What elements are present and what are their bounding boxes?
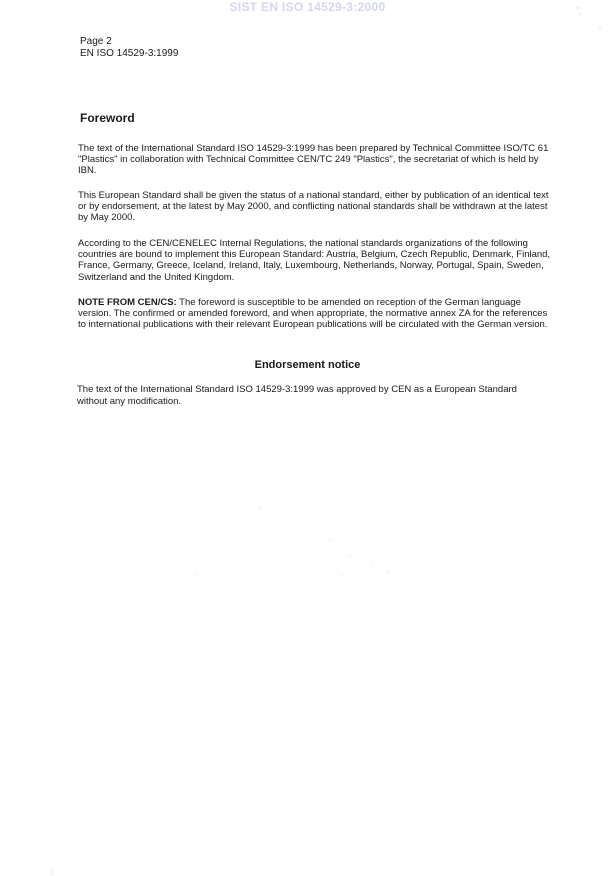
paragraph-text: The text of the International Standard ISO 14529-3:1999 has been prepared by Technical Committee ISO/TC 61 "Plastics" in collaboration with Technical Committee CEN/TC 249 "Plastics", the secretariat of which is held by IBN. <box>78 143 549 177</box>
document-reference: EN ISO 14529-3:1999 <box>80 48 179 59</box>
note-text: The foreword is susceptible to be amended on reception of the German language version. The confirmed or amended foreword, and when appropriate, the normative annex ZA for the references to international publications with their relevant European publications will be circulated with the German version. <box>78 297 548 331</box>
paragraph-text: According to the CEN/CENELEC Internal Regulations, the national standards organizations of the following countries are bound to implement this European Standard: Austria, Belgium, Czech Republic, Denmark, Finland, France, Germany, Greece, Iceland, Ireland, Italy, Luxembourg, Netherlands, Norway, Portugal, Spain, Sweden, Switzerland and the United Kingdom. <box>78 238 551 283</box>
foreword-paragraph-2 <box>78 190 556 224</box>
foreword-heading: Foreword <box>80 111 135 125</box>
page-number: Page 2 <box>80 36 112 47</box>
paragraph-text: This European Standard shall be given the status of a national standard, either by publication of an identical text or by endorsement, at the latest by May 2000, and conflicting national standards shall be withdrawn at the latest by May 2000. <box>78 190 549 224</box>
foreword-paragraph-3 <box>78 238 556 283</box>
foreword-paragraph-1 <box>78 143 556 177</box>
page-header <box>80 36 178 60</box>
endorsement-heading: Endorsement notice <box>254 359 361 371</box>
endorsement-text: The text of the International Standard ISO 14529-3:1999 was approved by CEN as a European Standard without any modification. <box>77 384 517 407</box>
note-label: NOTE FROM CEN/CS: <box>78 297 177 308</box>
note-from-cen <box>78 297 556 331</box>
watermark: SIST EN ISO 14529-3:2000 <box>229 0 386 14</box>
